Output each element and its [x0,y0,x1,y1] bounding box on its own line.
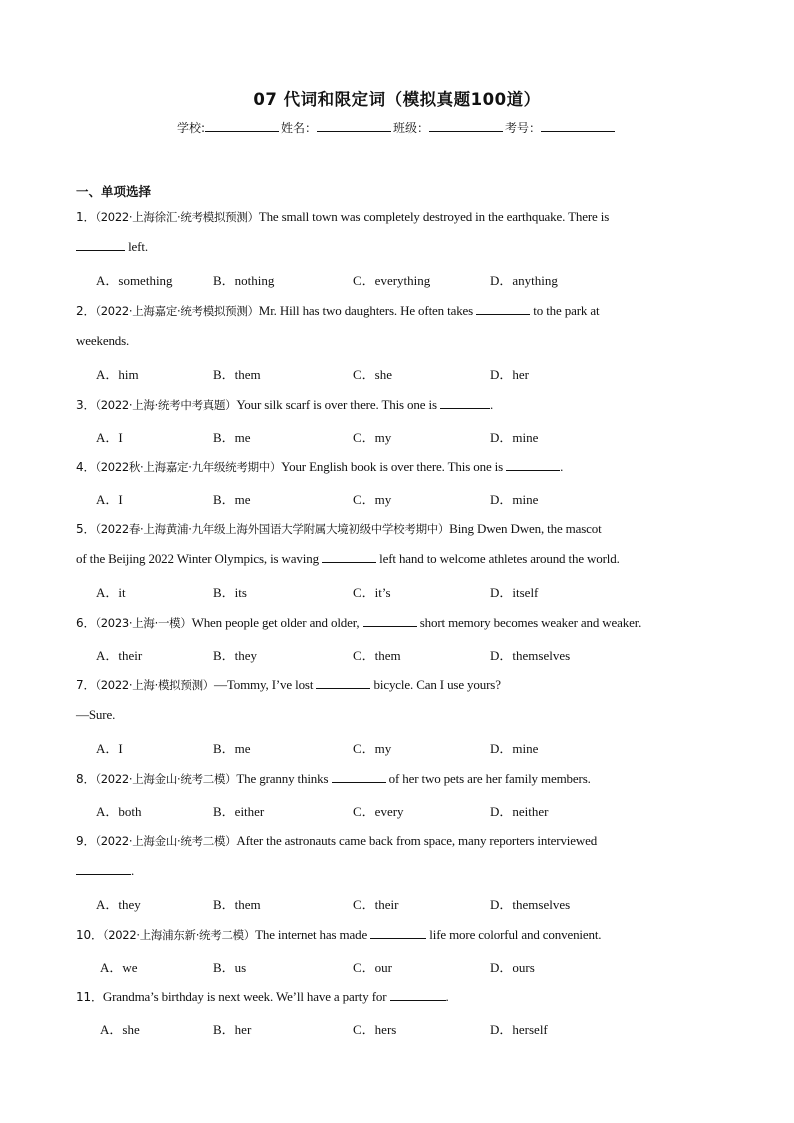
question-source: （2022·上海金山·统考二模） [95,772,237,786]
answer-blank[interactable] [440,397,490,409]
exam-number-blank[interactable] [541,120,615,132]
question-source: （2022·上海嘉定·统考模拟预测） [95,304,259,318]
option-d[interactable]: D．herself [490,1022,548,1037]
question-6-line [76,614,641,631]
question-10-line [76,926,601,943]
question-9-line-2 [76,863,134,879]
option-c[interactable]: C．it’s [353,585,391,600]
name-label: 姓名： [281,121,318,135]
question-9-line [76,832,597,849]
question-5-line-2 [76,551,620,567]
page-title: 07 代词和限定词（模拟真题100道） [253,90,541,109]
answer-blank[interactable] [370,927,426,939]
option-c[interactable]: C．my [353,492,392,507]
question-text: When people get older and older, [191,615,363,630]
question-2-line-2: weekends. [76,333,130,348]
answer-blank[interactable] [506,459,560,471]
question-text: After the astronauts came back from space, many reporters interviewed [236,833,598,848]
answer-blank[interactable] [363,615,417,627]
question-number: 10． [76,928,103,942]
option-d[interactable]: D．themselves [490,648,571,663]
question-number: 1． [76,210,96,224]
option-d[interactable]: D．mine [490,741,539,756]
option-b[interactable]: B．her [213,1022,252,1037]
question-text-end: . [445,989,449,1004]
question-3-line [76,396,493,413]
exam-number-label: 考号： [505,121,542,135]
option-b[interactable]: B．me [213,492,251,507]
question-text: Your English book is over there. This one is [281,459,507,474]
question-number: 2． [76,304,96,318]
student-info-row [0,119,794,136]
question-7-line-2: —Sure. [76,707,116,722]
question-text-start: of the Beijing 2022 Winter Olympics, is waving [76,551,323,566]
option-b[interactable]: B．them [213,367,261,382]
question-text-end: left hand to welcome athletes around the world. [376,551,620,566]
question-text: The granny thinks [236,771,332,786]
option-a[interactable]: A．him [96,367,139,382]
option-d[interactable]: D．themselves [490,897,571,912]
answer-blank[interactable] [76,239,125,251]
name-blank[interactable] [317,120,391,132]
option-d[interactable]: D．itself [490,585,539,600]
option-b[interactable]: B．they [213,648,258,663]
question-number: 6． [76,616,96,630]
option-d[interactable]: D．anything [490,273,558,288]
question-source: （2022·上海徐汇·统考模拟预测） [95,210,259,224]
option-d[interactable]: D．mine [490,430,539,445]
class-blank[interactable] [429,120,503,132]
option-b[interactable]: B．them [213,897,261,912]
option-d[interactable]: D．her [490,367,529,382]
option-a[interactable]: A．I [96,492,123,507]
option-c[interactable]: C．she [353,367,393,382]
answer-blank[interactable] [332,771,386,783]
option-a[interactable]: A．I [96,741,123,756]
question-number: 9． [76,834,96,848]
question-text-end: bicycle. Can I use yours? [370,677,501,692]
question-4-line [76,458,563,475]
class-label: 班级： [393,121,430,135]
question-text-end: of her two pets are her family members. [385,771,591,786]
question-source: （2022·上海·统考中考真题） [95,398,237,412]
option-a[interactable]: A．both [96,804,142,819]
question-5-line [76,520,602,537]
question-text: Mr. Hill has two daughters. He often takes [258,303,477,318]
question-text: Bing Dwen Dwen, the mascot [449,521,602,536]
question-text-end: short memory becomes weaker and weaker. [416,615,642,630]
question-number: 4． [76,460,96,474]
option-c[interactable]: C．our [353,960,393,975]
option-b[interactable]: B．us [213,960,247,975]
question-text-end: . [131,863,135,878]
option-a[interactable]: A．I [96,430,123,445]
question-text: Grandma’s birthday is next week. We’ll have a party for [102,989,390,1004]
question-7-line [76,676,501,693]
question-source: （2022·上海浦东新·统考二模） [102,928,256,942]
question-1-line [76,208,609,225]
question-source: （2022春·上海黄浦·九年级上海外国语大学附属大境初级中学校考期中） [95,522,450,536]
option-a[interactable]: A．she [100,1022,140,1037]
question-text: The small town was completely destroyed in the earthquake. There is [258,209,610,224]
question-8-line [76,770,591,787]
question-number: 3． [76,398,96,412]
answer-blank[interactable] [76,863,131,875]
question-text: Your silk scarf is over there. This one is [236,397,440,412]
option-a[interactable]: A．it [96,585,126,600]
option-c[interactable]: C．my [353,741,392,756]
question-text: The internet has made [255,927,371,942]
option-d[interactable]: D．neither [490,804,549,819]
question-text-end: life more colorful and convenient. [426,927,602,942]
option-b[interactable]: B．either [213,804,265,819]
question-text-end: left. [125,239,148,254]
option-a[interactable]: A．we [100,960,138,975]
question-source: （2022·上海·模拟预测） [95,678,214,692]
answer-blank[interactable] [390,989,446,1001]
question-number: 11． [76,990,103,1004]
option-d[interactable]: D．mine [490,492,539,507]
option-c[interactable]: C．them [353,648,401,663]
question-text-end: . [560,459,564,474]
question-11-line [76,988,449,1005]
option-d[interactable]: D．ours [490,960,535,975]
question-source: （2023·上海·一模） [95,616,192,630]
question-source: （2022·上海金山·统考二模） [95,834,237,848]
option-a[interactable]: A．something [96,273,173,288]
option-b[interactable]: B．its [213,585,247,600]
school-blank[interactable] [205,120,279,132]
question-source: （2022秋·上海嘉定·九年级统考期中） [95,460,282,474]
option-c[interactable]: C．my [353,430,392,445]
question-number: 8． [76,772,96,786]
school-label: 学校: [176,121,205,135]
question-number: 7． [76,678,96,692]
option-b[interactable]: B．nothing [213,273,275,288]
answer-blank[interactable] [322,551,376,563]
option-c[interactable]: C．everything [353,273,431,288]
question-text-end: . [489,397,494,412]
question-text: —Tommy, I’ve lost [213,677,317,692]
option-b[interactable]: B．me [213,741,251,756]
option-c[interactable]: C．hers [353,1022,397,1037]
option-b[interactable]: B．me [213,430,251,445]
answer-blank[interactable] [476,303,530,315]
question-2-line [76,302,599,319]
answer-blank[interactable] [316,677,370,689]
option-c[interactable]: C．their [353,897,399,912]
option-a[interactable]: A．they [96,897,141,912]
option-c[interactable]: C．every [353,804,404,819]
option-a[interactable]: A．their [96,648,143,663]
question-1-line-2 [76,239,148,255]
section-title: 一、单项选择 [76,184,152,199]
question-text-end: to the park at [530,303,600,318]
question-number: 5． [76,522,96,536]
